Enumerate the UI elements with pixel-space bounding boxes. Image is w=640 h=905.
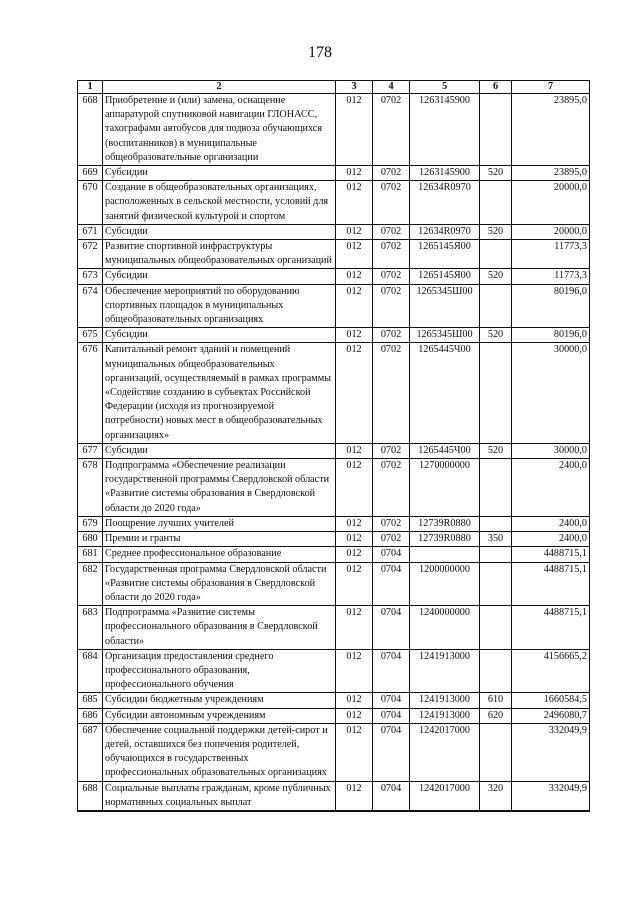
target-article-code: 1270000000 — [410, 459, 480, 517]
expense-type-code: 520 — [480, 443, 512, 458]
header-row — [78, 81, 590, 94]
expense-type-code — [480, 516, 512, 531]
row-name: Капитальный ремонт зданий и помещений муниципальных общеобразовательных организаций, осуществляемый в рамках программы «Содействие созданию в субъектах Российской Федерации (исходя из прогнозируемой потребности) новых мест в общеобразовательных организациях» — [103, 343, 336, 443]
row-number: 685 — [78, 693, 103, 708]
column-header: 1 — [78, 81, 103, 94]
section-code: 0702 — [373, 459, 410, 517]
table-row — [78, 693, 590, 708]
ministry-code: 012 — [336, 181, 373, 225]
page-number: 178 — [308, 44, 332, 61]
expense-type-code — [480, 94, 512, 166]
amount: 20000,0 — [512, 224, 590, 239]
row-name: Поощрение лучших учителей — [103, 516, 336, 531]
ministry-code: 012 — [336, 606, 373, 650]
table-row — [78, 269, 590, 284]
ministry-code: 012 — [336, 649, 373, 693]
ministry-code: 012 — [336, 693, 373, 708]
table-row — [78, 547, 590, 562]
row-name: Субсидии — [103, 224, 336, 239]
section-code: 0704 — [373, 606, 410, 650]
target-article-code: 1265145Я00 — [410, 240, 480, 269]
target-article-code: 12739R0880 — [410, 532, 480, 547]
section-code: 0702 — [373, 224, 410, 239]
amount: 30000,0 — [512, 343, 590, 443]
row-name: Создание в общеобразовательных организациях, расположенных в сельской местности, условий для занятий физической культурой и спортом — [103, 181, 336, 225]
ministry-code: 012 — [336, 708, 373, 723]
table-row — [78, 459, 590, 517]
target-article-code: 1242017000 — [410, 781, 480, 811]
target-article-code: 1265145Я00 — [410, 269, 480, 284]
row-number: 673 — [78, 269, 103, 284]
column-header: 6 — [480, 81, 512, 94]
expense-type-code — [480, 606, 512, 650]
amount: 4488715,1 — [512, 606, 590, 650]
budget-table — [77, 80, 590, 812]
table-row — [78, 562, 590, 606]
amount: 30000,0 — [512, 443, 590, 458]
ministry-code: 012 — [336, 443, 373, 458]
expense-type-code — [480, 240, 512, 269]
section-code: 0702 — [373, 240, 410, 269]
ministry-code: 012 — [336, 459, 373, 517]
row-number: 687 — [78, 723, 103, 781]
section-code: 0702 — [373, 181, 410, 225]
amount: 332049,9 — [512, 723, 590, 781]
target-article-code: 12634R0970 — [410, 224, 480, 239]
section-code: 0702 — [373, 269, 410, 284]
section-code: 0704 — [373, 708, 410, 723]
expense-type-code — [480, 562, 512, 606]
ministry-code: 012 — [336, 166, 373, 181]
table-row — [78, 224, 590, 239]
section-code: 0704 — [373, 781, 410, 811]
row-number: 679 — [78, 516, 103, 531]
ministry-code: 012 — [336, 516, 373, 531]
row-number: 678 — [78, 459, 103, 517]
row-name: Премии и гранты — [103, 532, 336, 547]
section-code: 0702 — [373, 284, 410, 328]
table-body — [78, 94, 590, 811]
section-code: 0702 — [373, 516, 410, 531]
row-number: 675 — [78, 328, 103, 343]
row-number: 688 — [78, 781, 103, 811]
table-row — [78, 443, 590, 458]
row-name: Государственная программа Свердловской области «Развитие системы образования в Свердловской области до 2020 года» — [103, 562, 336, 606]
column-header: 4 — [373, 81, 410, 94]
expense-type-code — [480, 723, 512, 781]
row-name: Подпрограмма «Развитие системы профессионального образования в Свердловской области» — [103, 606, 336, 650]
row-number: 680 — [78, 532, 103, 547]
target-article-code: 1240000000 — [410, 606, 480, 650]
target-article-code: 1242017000 — [410, 723, 480, 781]
amount: 20000,0 — [512, 181, 590, 225]
ministry-code: 012 — [336, 240, 373, 269]
table-row — [78, 781, 590, 811]
ministry-code: 012 — [336, 781, 373, 811]
amount: 1660584,5 — [512, 693, 590, 708]
target-article-code: 1265345Ш00 — [410, 284, 480, 328]
table-row — [78, 723, 590, 781]
table-row — [78, 606, 590, 650]
row-number: 686 — [78, 708, 103, 723]
section-code: 0704 — [373, 547, 410, 562]
expense-type-code — [480, 459, 512, 517]
expense-type-code — [480, 343, 512, 443]
table-row — [78, 181, 590, 225]
row-name: Субсидии бюджетным учреждениям — [103, 693, 336, 708]
table-row — [78, 343, 590, 443]
row-name: Обеспечение социальной поддержки детей-сирот и детей, оставшихся без попечения родителей, обучающихся в государственных профессиональных образовательных организациях — [103, 723, 336, 781]
target-article-code: 1265445Ч00 — [410, 443, 480, 458]
row-number: 671 — [78, 224, 103, 239]
row-name: Подпрограмма «Обеспечение реализации государственной программы Свердловской области «Развитие системы образования в Свердловской области до 2020 года» — [103, 459, 336, 517]
expense-type-code: 620 — [480, 708, 512, 723]
table-row — [78, 649, 590, 693]
row-number: 683 — [78, 606, 103, 650]
target-article-code: 1265445Ч00 — [410, 343, 480, 443]
amount: 332049,9 — [512, 781, 590, 811]
ministry-code: 012 — [336, 343, 373, 443]
expense-type-code — [480, 649, 512, 693]
target-article-code: 12739R0880 — [410, 516, 480, 531]
amount: 2496080,7 — [512, 708, 590, 723]
row-number: 681 — [78, 547, 103, 562]
table-row — [78, 516, 590, 531]
expense-type-code: 520 — [480, 166, 512, 181]
target-article-code: 1241913000 — [410, 649, 480, 693]
row-number: 670 — [78, 181, 103, 225]
column-header: 5 — [410, 81, 480, 94]
amount: 11773,3 — [512, 269, 590, 284]
amount: 80196,0 — [512, 284, 590, 328]
row-number: 684 — [78, 649, 103, 693]
section-code: 0702 — [373, 532, 410, 547]
ministry-code: 012 — [336, 269, 373, 284]
row-number: 674 — [78, 284, 103, 328]
ministry-code: 012 — [336, 532, 373, 547]
ministry-code: 012 — [336, 547, 373, 562]
section-code: 0704 — [373, 649, 410, 693]
expense-type-code: 610 — [480, 693, 512, 708]
target-article-code: 1241913000 — [410, 693, 480, 708]
section-code: 0702 — [373, 166, 410, 181]
target-article-code: 1263145900 — [410, 166, 480, 181]
expense-type-code — [480, 284, 512, 328]
ministry-code: 012 — [336, 94, 373, 166]
amount: 4156665,2 — [512, 649, 590, 693]
row-number: 672 — [78, 240, 103, 269]
row-name: Субсидии — [103, 166, 336, 181]
target-article-code — [410, 547, 480, 562]
table-row — [78, 166, 590, 181]
expense-type-code — [480, 181, 512, 225]
amount: 4488715,1 — [512, 547, 590, 562]
section-code: 0704 — [373, 693, 410, 708]
row-name: Среднее профессиональное образование — [103, 547, 336, 562]
row-number: 668 — [78, 94, 103, 166]
row-name: Обеспечение мероприятий по оборудованию спортивных площадок в муниципальных общеобразовательных организациях — [103, 284, 336, 328]
row-number: 677 — [78, 443, 103, 458]
ministry-code: 012 — [336, 284, 373, 328]
table-row — [78, 708, 590, 723]
section-code: 0702 — [373, 343, 410, 443]
row-number: 676 — [78, 343, 103, 443]
section-code: 0702 — [373, 328, 410, 343]
table-row — [78, 284, 590, 328]
column-header: 3 — [336, 81, 373, 94]
amount: 11773,3 — [512, 240, 590, 269]
amount: 23895,0 — [512, 94, 590, 166]
section-code: 0702 — [373, 94, 410, 166]
table-row — [78, 94, 590, 166]
ministry-code: 012 — [336, 328, 373, 343]
expense-type-code: 520 — [480, 269, 512, 284]
ministry-code: 012 — [336, 224, 373, 239]
ministry-code: 012 — [336, 723, 373, 781]
section-code: 0702 — [373, 443, 410, 458]
expense-type-code: 320 — [480, 781, 512, 811]
target-article-code: 1263145900 — [410, 94, 480, 166]
ministry-code: 012 — [336, 562, 373, 606]
table-row — [78, 240, 590, 269]
amount: 2400,0 — [512, 459, 590, 517]
row-name: Приобретение и (или) замена, оснащение аппаратурой спутниковой навигации ГЛОНАСС, тахографами автобусов для подвоза обучающихся (воспитанников) в муниципальные общеобразовательные организации — [103, 94, 336, 166]
table-row — [78, 532, 590, 547]
amount: 23895,0 — [512, 166, 590, 181]
row-name: Развитие спортивной инфраструктуры муниципальных общеобразовательных организаций — [103, 240, 336, 269]
row-name: Субсидии — [103, 328, 336, 343]
amount: 4488715,1 — [512, 562, 590, 606]
target-article-code: 1200000000 — [410, 562, 480, 606]
expense-type-code: 350 — [480, 532, 512, 547]
target-article-code: 1241913000 — [410, 708, 480, 723]
row-name: Социальные выплаты гражданам, кроме публичных нормативных социальных выплат — [103, 781, 336, 811]
expense-type-code: 520 — [480, 224, 512, 239]
row-name: Субсидии — [103, 269, 336, 284]
column-header: 2 — [103, 81, 336, 94]
amount: 2400,0 — [512, 532, 590, 547]
amount: 2400,0 — [512, 516, 590, 531]
row-name: Субсидии автономным учреждениям — [103, 708, 336, 723]
section-code: 0704 — [373, 562, 410, 606]
expense-type-code — [480, 547, 512, 562]
row-name: Организация предоставления среднего профессионального образования, профессионального обучения — [103, 649, 336, 693]
target-article-code: 1265345Ш00 — [410, 328, 480, 343]
expense-type-code: 520 — [480, 328, 512, 343]
amount: 80196,0 — [512, 328, 590, 343]
target-article-code: 12634R0970 — [410, 181, 480, 225]
section-code: 0704 — [373, 723, 410, 781]
row-number: 669 — [78, 166, 103, 181]
row-name: Субсидии — [103, 443, 336, 458]
table-row — [78, 328, 590, 343]
column-header: 7 — [512, 81, 590, 94]
row-number: 682 — [78, 562, 103, 606]
